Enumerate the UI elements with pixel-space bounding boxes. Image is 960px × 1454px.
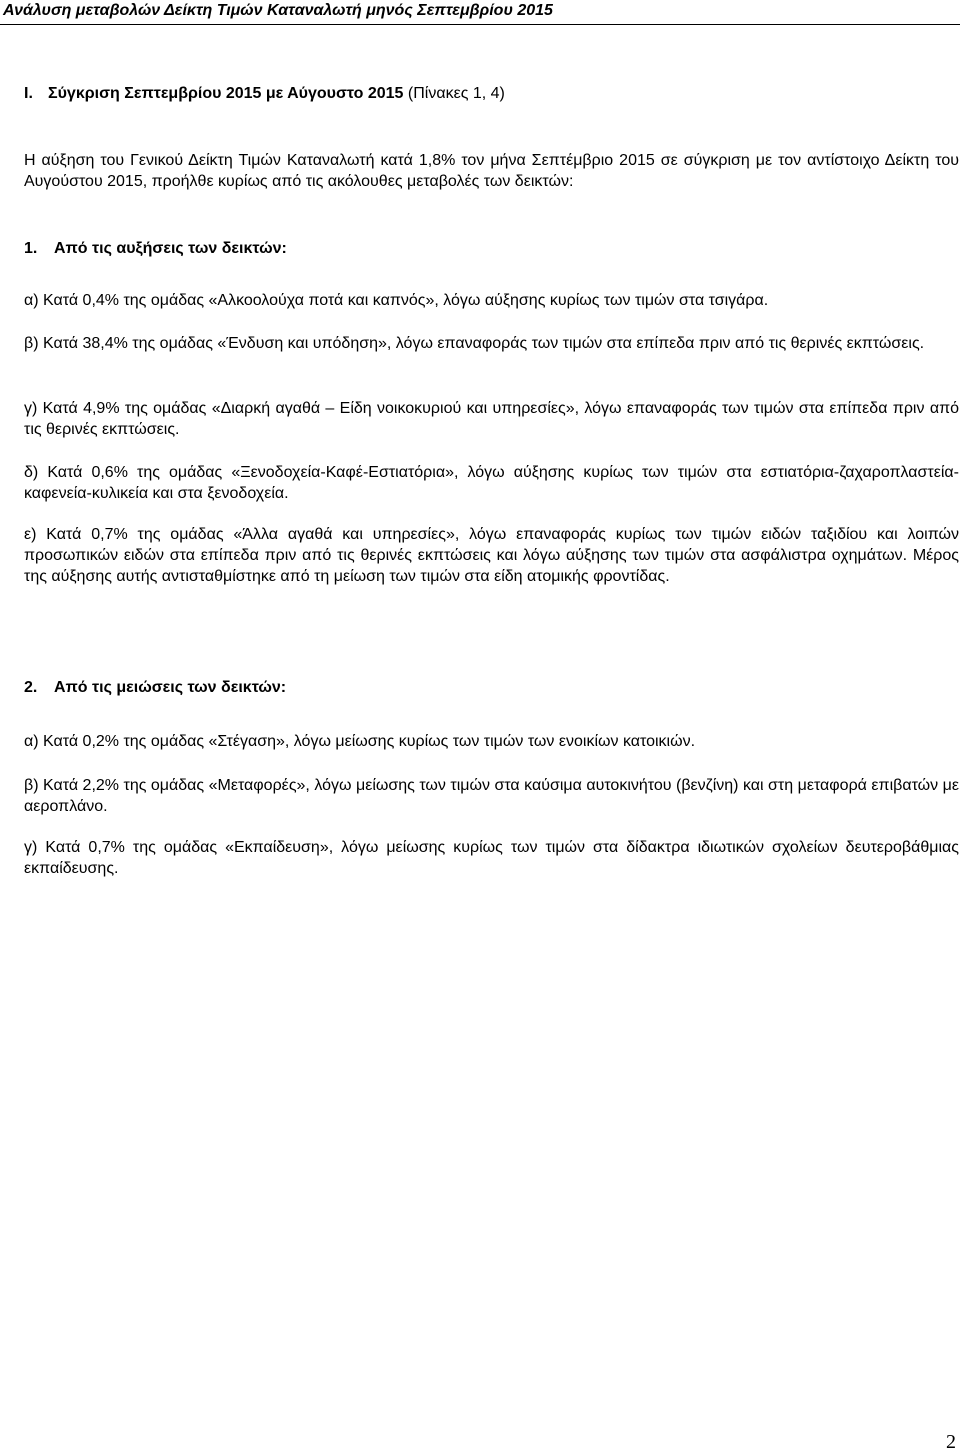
increases-heading-text: Από τις αυξήσεις των δεικτών: bbox=[54, 240, 287, 257]
section-intro-paragraph: Η αύξηση του Γενικού Δείκτη Τιμών Καταναλωτή κατά 1,8% τον μήνα Σεπτέμβριο 2015 σε σύγκριση με τον αντίστοιχο Δείκτη του Αυγούστου 2015, προήλθε κυρίως από τις ακόλουθες μεταβολές των δεικτών: bbox=[24, 152, 959, 190]
header-divider bbox=[0, 24, 960, 25]
decrease-item: γ) Κατά 0,7% της ομάδας «Εκπαίδευση», λόγω μείωσης κυρίως των τιμών στα δίδακτρα ιδιωτικών σχολείων δευτεροβάθμιας εκπαίδευσης. bbox=[24, 839, 959, 877]
decrease-item: α) Κατά 0,2% της ομάδας «Στέγαση», λόγω μείωσης κυρίως των τιμών των ενοικίων κατοικιών. bbox=[24, 733, 696, 750]
section-heading bbox=[24, 83, 959, 104]
decreases-heading-text: Από τις μειώσεις των δεικτών: bbox=[54, 679, 287, 696]
increase-item: γ) Κατά 4,9% της ομάδας «Διαρκή αγαθά – Είδη νοικοκυριού και υπηρεσίες», λόγω επαναφοράς των τιμών στα επίπεδα πριν από τις θερινές εκπτώσεις. bbox=[24, 400, 959, 438]
section-tables-reference: (Πίνακες 1, 4) bbox=[407, 85, 505, 102]
increase-item: α) Κατά 0,4% της ομάδας «Αλκοολούχα ποτά και καπνός», λόγω αύξησης κυρίως των τιμών στα τσιγάρα. bbox=[24, 292, 769, 309]
section-heading-text: Σύγκριση Σεπτεμβρίου 2015 με Αύγουστο 2015 bbox=[48, 85, 404, 102]
increases-heading bbox=[24, 238, 959, 259]
document-header-title: Ανάλυση μεταβολών Δείκτη Τιμών Καταναλωτή μηνός Σεπτεμβρίου 2015 bbox=[3, 2, 553, 19]
increase-item: β) Κατά 38,4% της ομάδας «Ένδυση και υπόδηση», λόγω επαναφοράς των τιμών στα επίπεδα πριν από τις θερινές εκπτώσεις. bbox=[24, 335, 925, 352]
decrease-item: β) Κατά 2,2% της ομάδας «Μεταφορές», λόγω μείωσης των τιμών στα καύσιμα αυτοκινήτου (βενζίνη) και στη μεταφορά επιβατών με αεροπλάνο. bbox=[24, 777, 959, 815]
decreases-heading bbox=[24, 677, 959, 698]
increases-number: 1. bbox=[24, 240, 38, 257]
section-number: I. bbox=[24, 85, 33, 102]
increase-item: ε) Κατά 0,7% της ομάδας «Άλλα αγαθά και υπηρεσίες», λόγω επαναφοράς κυρίως των τιμών ειδών ταξιδίου και λοιπών προσωπικών ειδών στα επίπεδα πριν από τις θερινές εκπτώσεις και λόγω αύξησης των τιμών στα ασφάλιστρα οχημάτων. Μέρος της αύξησης αυτής αντισταθμίστηκε από τη μείωση των τιμών στα είδη ατομικής φροντίδας. bbox=[24, 526, 959, 585]
decreases-number: 2. bbox=[24, 679, 38, 696]
increase-item: δ) Κατά 0,6% της ομάδας «Ξενοδοχεία-Καφέ-Εστιατόρια», λόγω αύξησης κυρίως των τιμών στα εστιατόρια-ζαχαροπλαστεία-καφενεία-κυλικεία και στα ξενοδοχεία. bbox=[24, 464, 959, 502]
page-number: 2 bbox=[946, 1431, 956, 1453]
